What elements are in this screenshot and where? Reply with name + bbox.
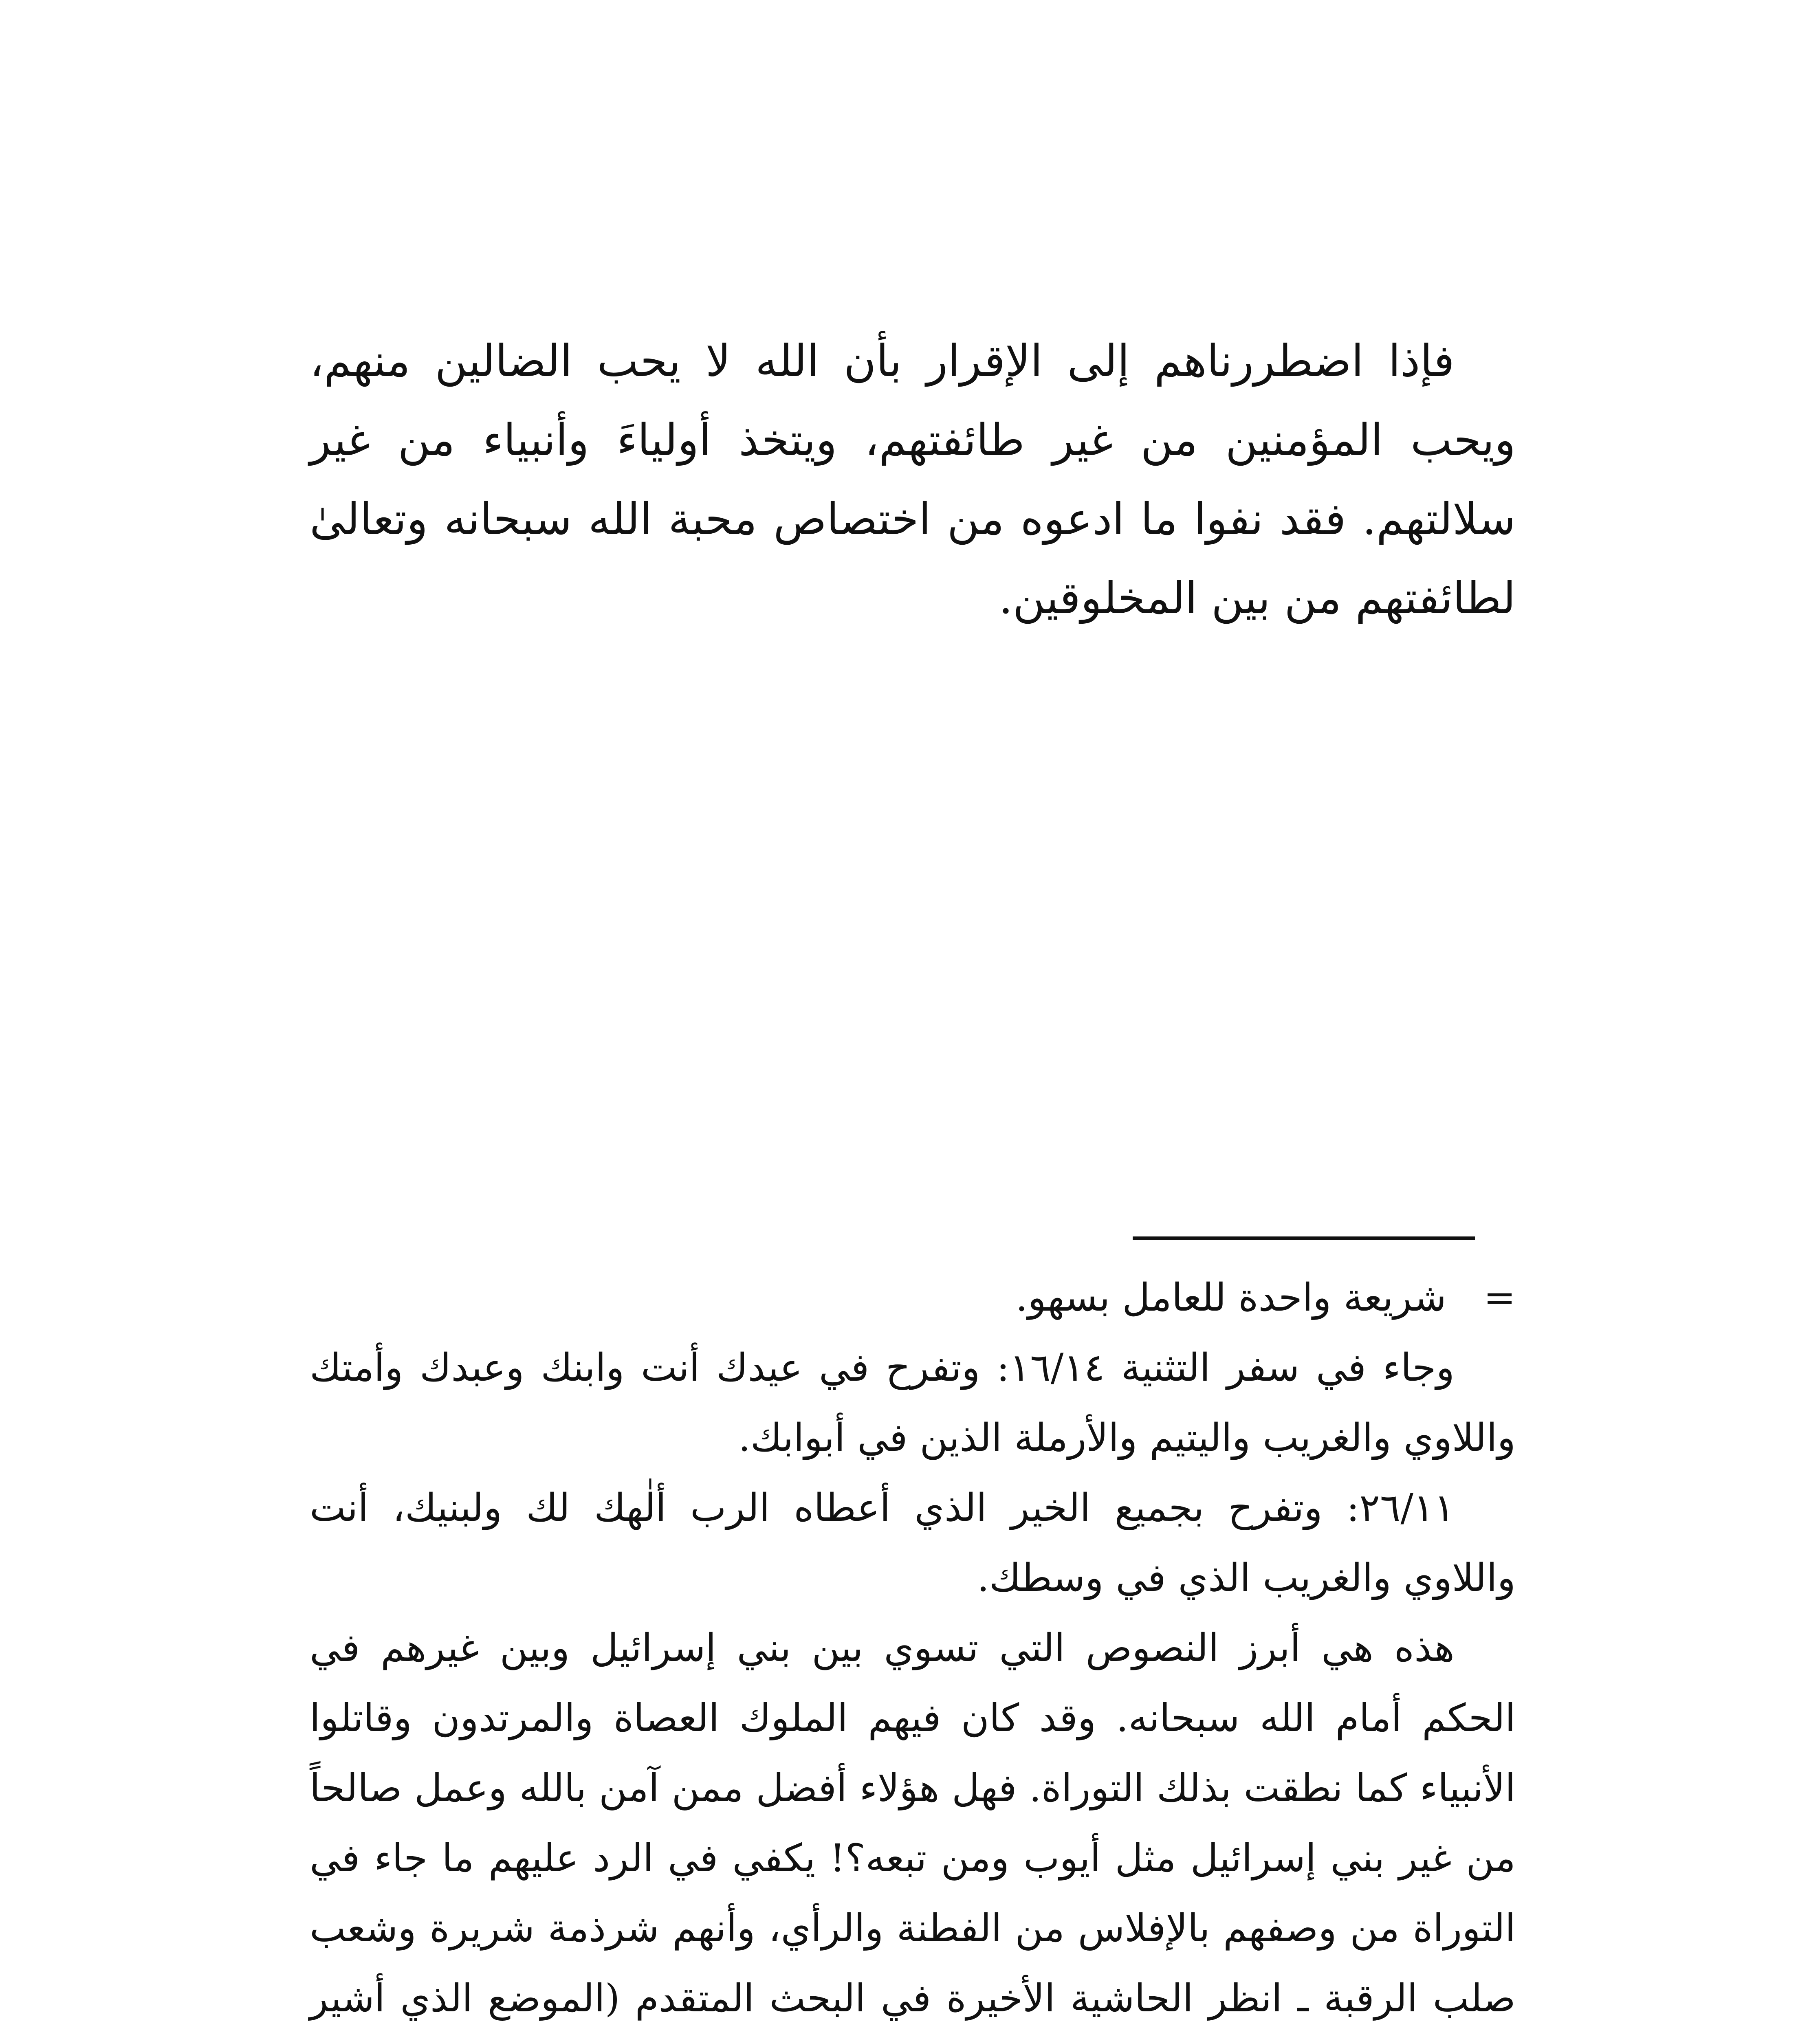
main-paragraph: فإذا اضطررناهم إلى الإقرار بأن الله لا يحب الضالين منهم، ويحب المؤمنين من غير طائفتهم، ويتخذ أولياءَ وأنبياء من غير سلالتهم. فقد نفوا ما ادعوه من اختصاص محبة الله سبحانه وتعالىٰ لطائفتهم من بين المخلوقين. [310,336,1516,624]
footnote-deuteronomy-quote: وجاء في سفر التثنية ١٦/١٤: وتفرح في عيدك أنت وابنك وعبدك وأمتك واللاوي والغريب واليتيم والأرملة الذين في أبوابك. [310,1346,1516,1460]
main-text-block [310,322,1516,638]
footnote-second-quote: ٢٦/١١: وتفرح بجميع الخير الذي أعطاه الرب ألٰهك لك ولبنيك، أنت واللاوي والغريب الذي في وسطك. [310,1486,1516,1600]
footnote-continuation [310,1263,1516,1333]
footnote-commentary: هذه هي أبرز النصوص التي تسوي بين بني إسرائيل وبين غيرهم في الحكم أمام الله سبحانه. وقد كان فيهم الملوك العصاة والمرتدون وقاتلوا الأنبياء كما نطقت بذلك التوراة. فهل هؤلاء أفضل ممن آمن بالله وعمل صالحاً من غير بني إسرائيل مثل أيوب ومن تبعه؟! يكفي في الرد عليهم ما جاء في التوراة من وصفهم بالإفلاس من الفطنة والرأي، وأنهم شرذمة شريرة وشعب صلب الرقبة ـ انظر الحاشية الأخيرة في البحث المتقدم (الموضع الذي أشير [310,1626,1516,2021]
footnote-continuation-marker: = [1483,1276,1516,1320]
footnote-separator-rule [1133,1236,1475,1240]
footnotes-block [310,1263,1516,2037]
footnote-continuation-text: شريعة واحدة للعامل بسهو. [1015,1276,1446,1320]
